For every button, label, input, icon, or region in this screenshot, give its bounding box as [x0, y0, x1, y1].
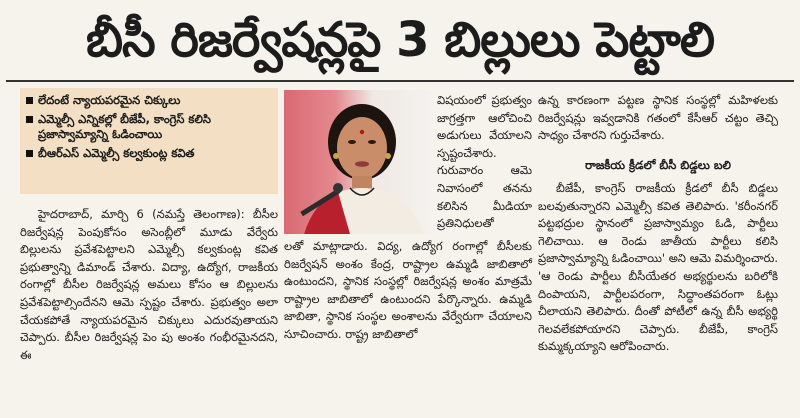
highlight-item: ఎమ్మెల్సీ ఎన్నికల్లో బీజేపీ, కాంగ్రెస్ కలిసి ప్రజాస్వామ్యాన్ని ఓడించాయి: [24, 112, 274, 142]
paragraph: ఉన్న కారణంగా పట్టణ స్థానిక సంస్థల్లో మహిళలకు రిజర్వేషన్లు ఇవ్వడానికి గతంలో కేసీఆర్ చట్టం తెచ్చి సాధ్యం చేశారని గుర్తుచేశారు.: [538, 93, 778, 143]
portrait-figure: [284, 90, 432, 234]
column-1: [20, 206, 278, 364]
column-3-body: [538, 180, 778, 356]
highlight-item: లేదంటే న్యాయపరమైన చిక్కులు: [24, 93, 274, 108]
paragraph: విషయంలో ప్రభుత్వం జాగ్రత్తగా ఆలోచించి అడుగులు వేయాలని స్పష్టంచేశారు. గురువారం ఆమె నివాసంలో తనను కలిసిన మీడియా ప్రతినిధులతో: [437, 93, 532, 231]
portrait-photo: [284, 90, 432, 234]
column-3-top: [538, 92, 778, 145]
headline-rule: [6, 80, 794, 82]
paragraph: లతో మాట్లాడారు. విద్య, ఉద్యోగ రంగాల్లో బీసీలకు రిజర్వేషన్ అంశం కేంద్ర, రాష్ట్రాల ఉమ్మడి జాబితాలో ఉంటుందని, స్థానిక సంస్థల్లో రిజర్వేషన్ల అంశం మాత్రమే రాష్ట్రాల జాబితాలో ఉంటుందని పేర్కొన్నారు. ఉమ్మడి జాబితా, స్థానిక సంస్థల అంశాలను వేర్వేరుగా చేయాలని సూచించారు. రాష్ట్ర జాబితాలో: [284, 239, 532, 341]
column-2-narrow: [437, 92, 532, 233]
headline: బీసీ రిజర్వేషన్లపై 3 బిల్లులు పెట్టాలి: [85, 12, 715, 68]
column-2-wide: [284, 238, 532, 344]
paragraph: బీజేపీ, కాంగ్రెస్ రాజకీయ క్రీడలో బీసీ బిడ్డలు బలవుతున్నారని ఎమ్మెల్సీ కవిత తెలిపారు. 'కరీంనగర్ పట్టభద్రుల స్థానంలో ప్రజాస్వామ్యం ఓడి, పార్టీలు గెలిచాయి. ఆ రెండు జాతీయ పార్టీలు కలిసి ప్రజాస్వామ్యాన్ని ఓడించాయి' అని ఆమె విమర్శించారు. 'ఆ రెండు పార్టీలు బీసీయేతర అభ్యర్థులను బరిలోకి దింపాయని, పార్టీలపరంగా, సిద్ధాంతపరంగా ఓట్లు చీలాయని తెలిపారు. దీంతో పోటీలో ఉన్న బీసీ అభ్యర్థి గెలవలేకపోయారని చెప్పారు. బీజేపీ, కాంగ్రెస్ కుమ్మక్కయ్యాని ఆరోపించారు.: [538, 181, 778, 354]
sub-heading: రాజకీయ క్రీడలో బీసీ బిడ్డలు బలి: [585, 158, 731, 172]
highlight-item: బీఆర్ఎస్ ఎమ్మెల్సీ కల్వకుంట్ల కవిత: [24, 146, 274, 161]
highlights-box: [20, 88, 278, 194]
paragraph: హైదరాబాద్, మార్చి 6 (నమస్తే తెలంగాణ): బీసీల రిజర్వేషన్ల పెంపుకోసం అసెంబ్లీలో మూడు వేర్వేరు బిల్లులను ప్రవేశపెట్టాలని ఎమ్మెల్సీ కల్వకుంట్ల కవిత ప్రభుత్వాన్ని డిమాండ్ చేశారు. విద్యా, ఉద్యోగ, రాజకీయ రంగాల్లో బీసీల రిజర్వేషన్ల అమలు కోసం ఆ బిల్లులను ప్రవేశపెట్టాల్సిందేనని ఆమె స్పష్టం చేశారు. ప్రభుత్వం అలా చేయకపోతే న్యాయపరమైన చిక్కులు ఎదురవుతాయని చెప్పారు. బీసీల రిజర్వేషన్ల పెం పు అంశం గంభీరమైనదని, ఈ: [20, 207, 278, 362]
